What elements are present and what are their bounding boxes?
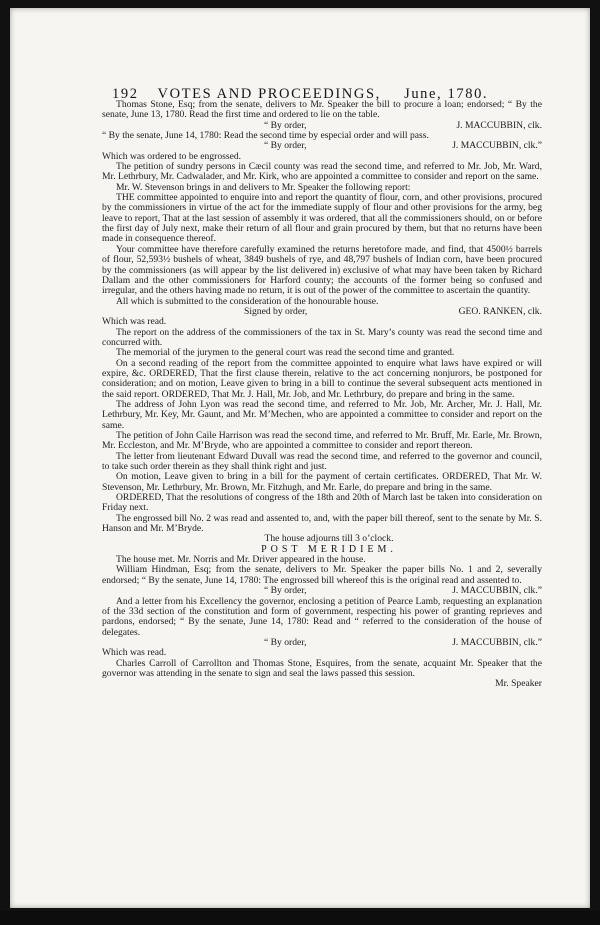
signature-clerk: J. MACCUBBIN, clk. (456, 119, 542, 131)
signature-line (102, 638, 542, 648)
paragraph: Thomas Stone, Esq; from the senate, delivers to Mr. Speaker the bill to procure a loan; endorsed; “ By the senate, June 13, 1780. Read the first time and ordered to lie on the table. (102, 99, 542, 121)
paragraph: Your committee have therefore carefully examined the returns heretofore made, and find, that 4500½ barrels of flour, 52,593½ bushels of wheat, 3849 bushels of rye, and 48,797 bushels of Indian corn, have been procured by the commissioners (as will appear by the list delivered in) exclusive of what may have been taken by Richard Dallam and the other commissioners for Harford county; the accounts of the former being so confused and irregular, and the others having made no return, it is out of the power of the committee to ascertain the quantity. (102, 243, 542, 297)
paragraph: Which was read. (102, 316, 167, 328)
signature-clerk: J. MACCUBBIN, clk.” (452, 636, 542, 648)
signature-clerk: GEO. RANKEN, clk. (458, 305, 542, 317)
signature-by: “ By order, (264, 140, 307, 152)
paragraph: The petition of sundry persons in Cæcil county was read the second time, and referred to Mr. Job, Mr. Ward, Mr. Lethrbury, Mr. Cadwalader, and Mr. Kirk, who are appointed a committee to consider and report on the same. (102, 161, 542, 183)
paragraph: On a second reading of the report from the committee appointed to enquire what laws have expired or will expire, &c. ORDERED, That the first clause therein, relative to the act concerning nonjurors, be postponed for consideration; and on motion, Leave given to bring in a bill to continue the several subsequent acts mentioned in the said report. ORDERED, That Mr. J. Hall, Mr. Job, and Mr. Lethrbury, do prepare and bring in the same. (102, 357, 542, 400)
section-heading: POST MERIDIEM. (261, 543, 397, 555)
paragraph: The letter from lieutenant Edward Duvall was read the second time, and referred to the governor and council, to take such order therein as they shall think right and just. (102, 450, 542, 473)
paragraph: Which was ordered to be engrossed. (102, 150, 242, 162)
signature-by: “ By order, (264, 636, 307, 648)
paragraph: THE committee appointed to enquire into and report the quantity of flour, corn, and other provisions, procured by the commissioners in virtue of the act for the immediate supply of flour and other provisions for the army, beg leave to report, That at the last session of assembly it was ordered, that all the commissioners should, on or before the first day of July next, make their return of all flour and grain procured by them, but that no returns have been made in consequence thereof. (102, 192, 542, 245)
paragraph: And a letter from his Excellency the governor, enclosing a petition of Pearce Lamb, requesting an explanation of the 33d section of the constitution and form of government, respecting his power of granting reprieves and pardons, endorsed; “ By the senate, June 14, 1780: Read and “ referred to the consideration of the house of delegates. (102, 595, 542, 638)
paragraph: The house met. Mr. Norris and Mr. Driver appeared in the house. (116, 554, 366, 566)
paragraph: William Hindman, Esq; from the senate, delivers to Mr. Speaker the paper bills No. 1 and 2, severally endorsed; “ By the senate, June 14, 1780: The engrossed bill whereof this is the original read and assented to. (102, 564, 542, 586)
paragraph: Charles Carroll of Carrollton and Thomas Stone, Esquires, from the senate, acquaint Mr. Speaker that the governor was attending in the senate to sign and seal the laws passed this session. (102, 657, 542, 679)
signature-by: “ By order, (264, 119, 307, 131)
page-number: 192 (112, 86, 139, 102)
running-year: 1780. (447, 86, 489, 102)
signature-clerk: J. MACCUBBIN, clk.” (452, 585, 542, 597)
adjournment-note: The house adjourns till 3 o’clock. (264, 533, 394, 545)
scan-border (0, 911, 600, 925)
running-title: VOTES AND PROCEEDINGS, (157, 86, 381, 102)
paragraph: On motion, Leave given to bring in a bill for the payment of certain certificates. ORDERED, That Mr. W. Stevenson, Mr. Lethrbury, Mr. Brown, Mr. Fitzhugh, and Mr. Earle, do prepare and bring in the same. (102, 471, 542, 493)
signature-by: “ By order, (264, 585, 307, 597)
paragraph: Mr. W. Stevenson brings in and delivers to Mr. Speaker the following report: (116, 181, 411, 193)
paragraph: “ By the senate, June 14, 1780: Read the second time by especial order and will pass. (102, 130, 429, 142)
signature-line (102, 586, 542, 596)
running-month: June, (404, 86, 443, 102)
paragraph: The report on the address of the commissioners of the tax in St. Mary’s county was read the second time and concurred with. (102, 326, 542, 348)
signature-clerk: J. MACCUBBIN, clk.” (452, 140, 542, 152)
paragraph: All which is submitted to the consideration of the honourable house. (116, 295, 379, 307)
paragraph: The engrossed bill No. 2 was read and assented to, and, with the paper bill thereof, sent to the senate by Mr. S. Hanson and Mr. M’Bryde. (102, 512, 542, 535)
document-body (102, 100, 542, 690)
catchword: Mr. Speaker (495, 678, 542, 690)
signature-by: Signed by order, (244, 305, 308, 317)
paragraph: The memorial of the jurymen to the general court was read the second time and granted. (116, 347, 455, 359)
paragraph: The petition of John Caile Harrison was read the second time, and referred to Mr. Bruff, Mr. Earle, Mr. Brown, Mr. Eccleston, and Mr. M’Bryde, who are appointed a committee to consider and report thereon. (102, 430, 542, 452)
signature-line (102, 307, 542, 317)
paragraph: The address of John Lyon was read the second time, and referred to Mr. Job, Mr. Archer, Mr. J. Hall, Mr. Lethrbury, Mr. Key, Mr. Gaunt, and Mr. M’Mechen, who are appointed a committee to consider and report on the same. (102, 398, 542, 431)
paragraph: Which was read. (102, 647, 167, 659)
paragraph: ORDERED, That the resolutions of congress of the 18th and 20th of March last be taken into consideration on Friday next. (102, 492, 542, 514)
